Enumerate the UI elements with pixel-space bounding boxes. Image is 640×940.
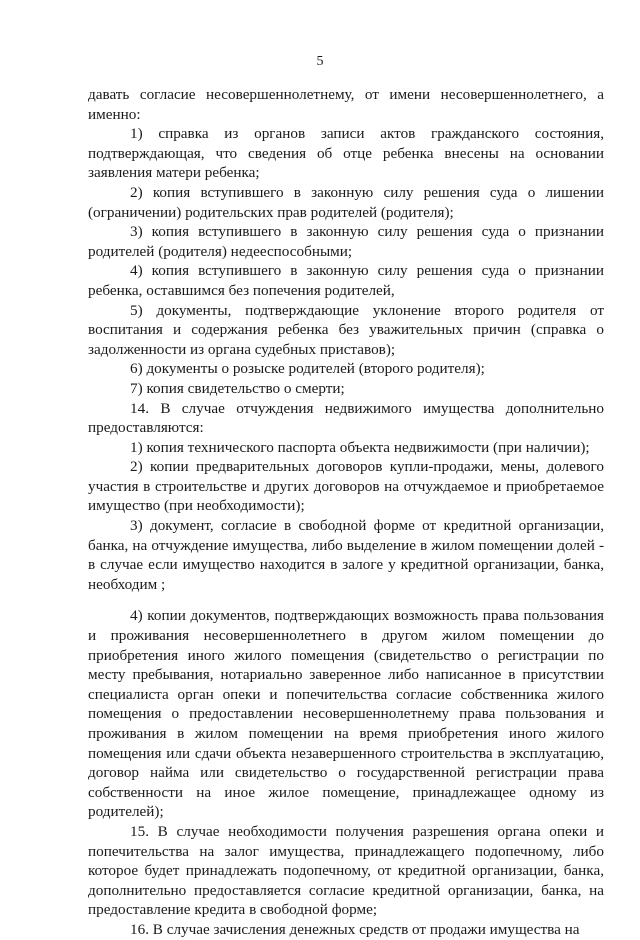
clause-15: 15. В случае необходимости получения разрешения органа опеки и попечительства на залог имущества, принадлежащего подопечному, либо которое будет принадлежать подопечному, от кредитной организации, банка, дополнительно предоставляется согласие кредитной организации, банка, на предоставление кредита в свободной форме; [88,822,604,919]
clause-14-item-1: 1) копия технического паспорта объекта недвижимости (при наличии); [130,438,590,456]
list-item-1: 1) справка из органов записи актов гражданского состояния, подтверждающая, что сведения об отце ребенка внесены на основании заявления матери ребенка; [88,125,604,182]
list-item-3: 3) копия вступившего в законную силу решения суда о признании родителей (родителя) недееспособными; [88,223,604,260]
page-number: 5 [316,54,324,69]
clause-14: 14. В случае отчуждения недвижимого имущества дополнительно предоставляются: [88,399,604,437]
list-item-4: 4) копия вступившего в законную силу решения суда о признании ребенка, оставшимся без попечения родителей, [88,262,604,299]
clause-16: 16. В случае зачисления денежных средств от продажи имущества на [130,920,580,938]
paragraph-intro: давать согласие несовершеннолетнему, от имени несовершеннолетнего, а именно: [88,86,604,123]
list-item-6: 6) документы о розыске родителей (второго родителя); [130,360,485,378]
document-body [88,85,604,940]
list-item-5: 5) документы, подтверждающие уклонение второго родителя от воспитания и содержания ребенка без уважительных причин (справка о задолженности из органа судебных приставов); [88,301,604,358]
list-item-7: 7) копия свидетельство о смерти; [130,379,345,397]
list-item-2: 2) копия вступившего в законную силу решения суда о лишении (ограничении) родительских прав родителей (родителя); [88,183,604,221]
clause-14-item-4: 4) копии документов, подтверждающих возможность права пользования и проживания несовершеннолетнего в другом жилом помещении до приобретения иного жилого помещения (свидетельство о регистрации по месту пребывания, нотариально заверенное либо написанное в присутствии специалиста орган опеки и попечительства согласие собственника жилого помещения о предоставлении несовершеннолетнему права пользования и проживания в жилом помещении на время приобретения иного жилого помещения или сдачи объекта незавершенного строительства в эксплуатацию, договор найма или свидетельство о государственной регистрации права собственности на иное жилое помещение, принадлежащее одному из родителей); [88,607,604,821]
clause-14-item-3: 3) документ, согласие в свободной форме от кредитной организации, банка, на отчуждение имущества, либо выделение в жилом помещении долей - в случае если имущество находится в залоге у кредитной организации, банка, необходим ; [88,517,604,593]
clause-14-item-2: 2) копии предварительных договоров купли-продажи, мены, долевого участия в строительстве и других договоров на отчуждаемое и приобретаемое имущество (при необходимости); [88,458,604,515]
